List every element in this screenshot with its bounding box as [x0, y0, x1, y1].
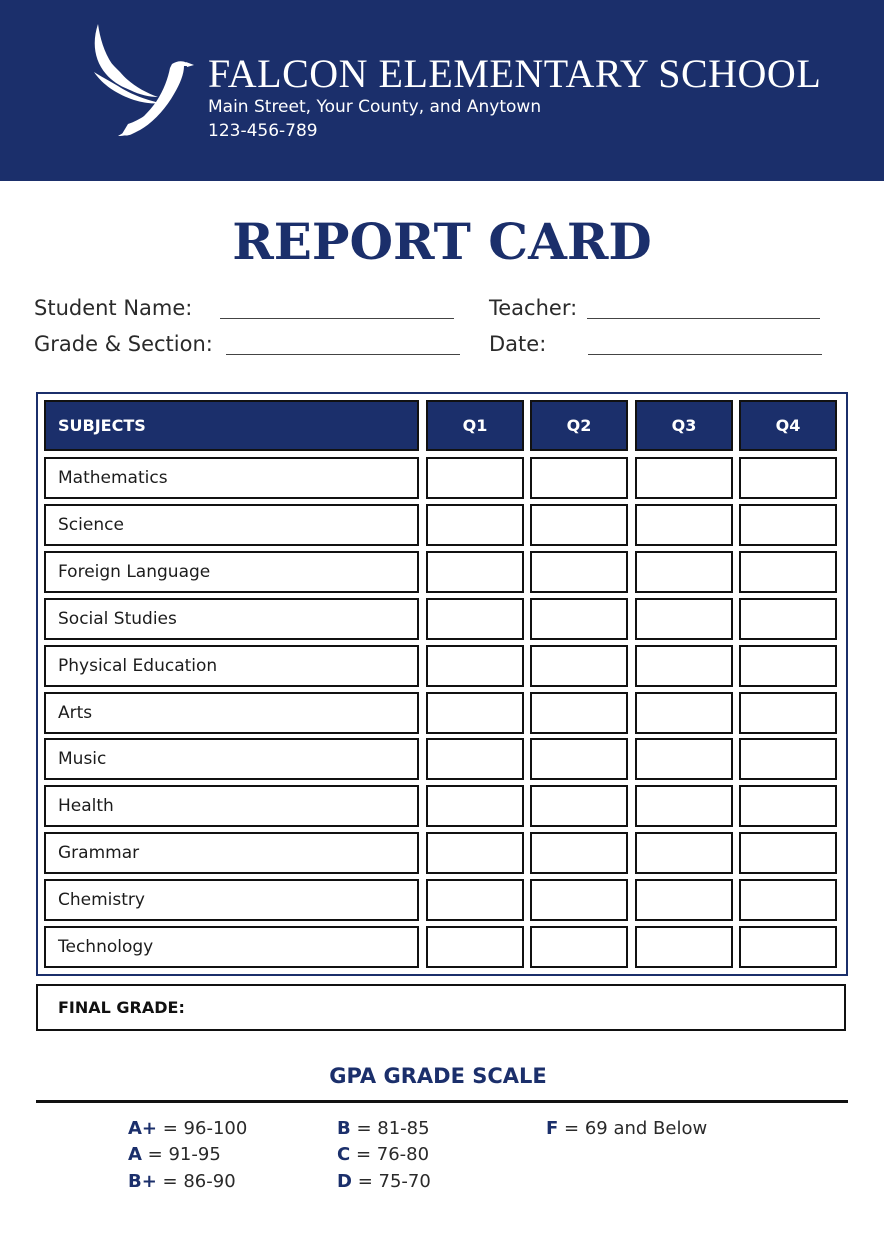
grade-cell-q4[interactable] [739, 832, 837, 874]
subject-cell: Music [44, 738, 419, 780]
grade-cell-q2[interactable] [530, 645, 628, 687]
subject-cell: Physical Education [44, 645, 419, 687]
subject-cell: Technology [44, 926, 419, 968]
scale-grade: B [337, 1118, 351, 1139]
subjects-header: SUBJECTS [44, 400, 419, 451]
grade-cell-q3[interactable] [635, 551, 733, 593]
grade-cell-q1[interactable] [426, 504, 524, 546]
scale-range: = 76-80 [355, 1144, 430, 1165]
page-title: REPORT CARD [232, 212, 652, 271]
grade-cell-q4[interactable] [739, 645, 837, 687]
scale-grade: D [337, 1171, 352, 1192]
q2-header: Q2 [530, 400, 628, 451]
q1-header: Q1 [426, 400, 524, 451]
grade-cell-q2[interactable] [530, 879, 628, 921]
scale-grade: C [337, 1144, 351, 1165]
scale-grade: F [546, 1118, 559, 1139]
grade-cell-q1[interactable] [426, 926, 524, 968]
subject-cell: Science [44, 504, 419, 546]
grade-cell-q1[interactable] [426, 785, 524, 827]
scale-range: = 75-70 [357, 1171, 431, 1192]
final-grade-label: FINAL GRADE: [58, 998, 185, 1017]
scale-item-b-plus [128, 1171, 236, 1192]
school-header [0, 0, 884, 181]
grade-cell-q4[interactable] [739, 551, 837, 593]
grade-cell-q4[interactable] [739, 598, 837, 640]
falcon-logo-icon [88, 20, 196, 142]
scale-item-d [337, 1171, 431, 1192]
subject-cell: Health [44, 785, 419, 827]
grade-cell-q3[interactable] [635, 785, 733, 827]
school-phone: 123-456-789 [208, 121, 318, 141]
scale-grade: B+ [128, 1171, 157, 1192]
grade-cell-q4[interactable] [739, 457, 837, 499]
scale-range: = 91-95 [147, 1144, 221, 1165]
student-name-label: Student Name: [34, 296, 193, 320]
grade-cell-q2[interactable] [530, 832, 628, 874]
grade-cell-q2[interactable] [530, 598, 628, 640]
grade-cell-q4[interactable] [739, 785, 837, 827]
grade-section-label: Grade & Section: [34, 332, 213, 356]
q3-header: Q3 [635, 400, 733, 451]
grade-cell-q4[interactable] [739, 879, 837, 921]
grade-cell-q4[interactable] [739, 692, 837, 734]
grade-cell-q1[interactable] [426, 457, 524, 499]
grade-cell-q1[interactable] [426, 645, 524, 687]
grade-cell-q1[interactable] [426, 598, 524, 640]
grade-cell-q3[interactable] [635, 692, 733, 734]
subject-cell: Social Studies [44, 598, 419, 640]
scale-range: = 69 and Below [564, 1118, 708, 1139]
scale-grade: A+ [128, 1118, 158, 1139]
grade-cell-q2[interactable] [530, 504, 628, 546]
scale-range: = 81-85 [356, 1118, 430, 1139]
divider [36, 1100, 848, 1103]
grade-cell-q3[interactable] [635, 598, 733, 640]
grade-cell-q1[interactable] [426, 879, 524, 921]
teacher-label: Teacher: [489, 296, 578, 320]
grade-cell-q2[interactable] [530, 926, 628, 968]
school-name: FALCON ELEMENTARY SCHOOL [208, 51, 822, 96]
scale-item-a [128, 1144, 221, 1165]
grade-cell-q2[interactable] [530, 785, 628, 827]
grade-cell-q4[interactable] [739, 738, 837, 780]
date-field[interactable] [588, 354, 822, 355]
grade-cell-q3[interactable] [635, 457, 733, 499]
grade-cell-q3[interactable] [635, 504, 733, 546]
grade-cell-q1[interactable] [426, 832, 524, 874]
scale-item-f [546, 1118, 707, 1139]
scale-item-a-plus [128, 1118, 247, 1139]
student-name-field[interactable] [220, 318, 454, 319]
scale-item-b [337, 1118, 430, 1139]
grade-cell-q3[interactable] [635, 645, 733, 687]
scale-item-c [337, 1144, 429, 1165]
grade-cell-q1[interactable] [426, 738, 524, 780]
scale-range: = 96-100 [162, 1118, 248, 1139]
grade-cell-q4[interactable] [739, 926, 837, 968]
grade-cell-q2[interactable] [530, 738, 628, 780]
date-label: Date: [489, 332, 547, 356]
grade-cell-q3[interactable] [635, 879, 733, 921]
subject-cell: Foreign Language [44, 551, 419, 593]
subject-cell: Arts [44, 692, 419, 734]
grade-cell-q2[interactable] [530, 551, 628, 593]
grade-cell-q3[interactable] [635, 926, 733, 968]
grade-cell-q3[interactable] [635, 738, 733, 780]
final-grade-box[interactable] [36, 984, 846, 1031]
scale-grade: A [128, 1144, 142, 1165]
teacher-field[interactable] [587, 318, 820, 319]
subject-cell: Chemistry [44, 879, 419, 921]
q4-header: Q4 [739, 400, 837, 451]
grade-section-field[interactable] [226, 354, 460, 355]
grade-cell-q2[interactable] [530, 692, 628, 734]
school-address: Main Street, Your County, and Anytown [208, 97, 542, 117]
subject-cell: Mathematics [44, 457, 419, 499]
subject-cell: Grammar [44, 832, 419, 874]
grade-cell-q4[interactable] [739, 504, 837, 546]
grade-cell-q2[interactable] [530, 457, 628, 499]
gpa-scale-title: GPA GRADE SCALE [329, 1064, 547, 1088]
grade-cell-q3[interactable] [635, 832, 733, 874]
grade-cell-q1[interactable] [426, 551, 524, 593]
grade-cell-q1[interactable] [426, 692, 524, 734]
scale-range: = 86-90 [162, 1171, 236, 1192]
